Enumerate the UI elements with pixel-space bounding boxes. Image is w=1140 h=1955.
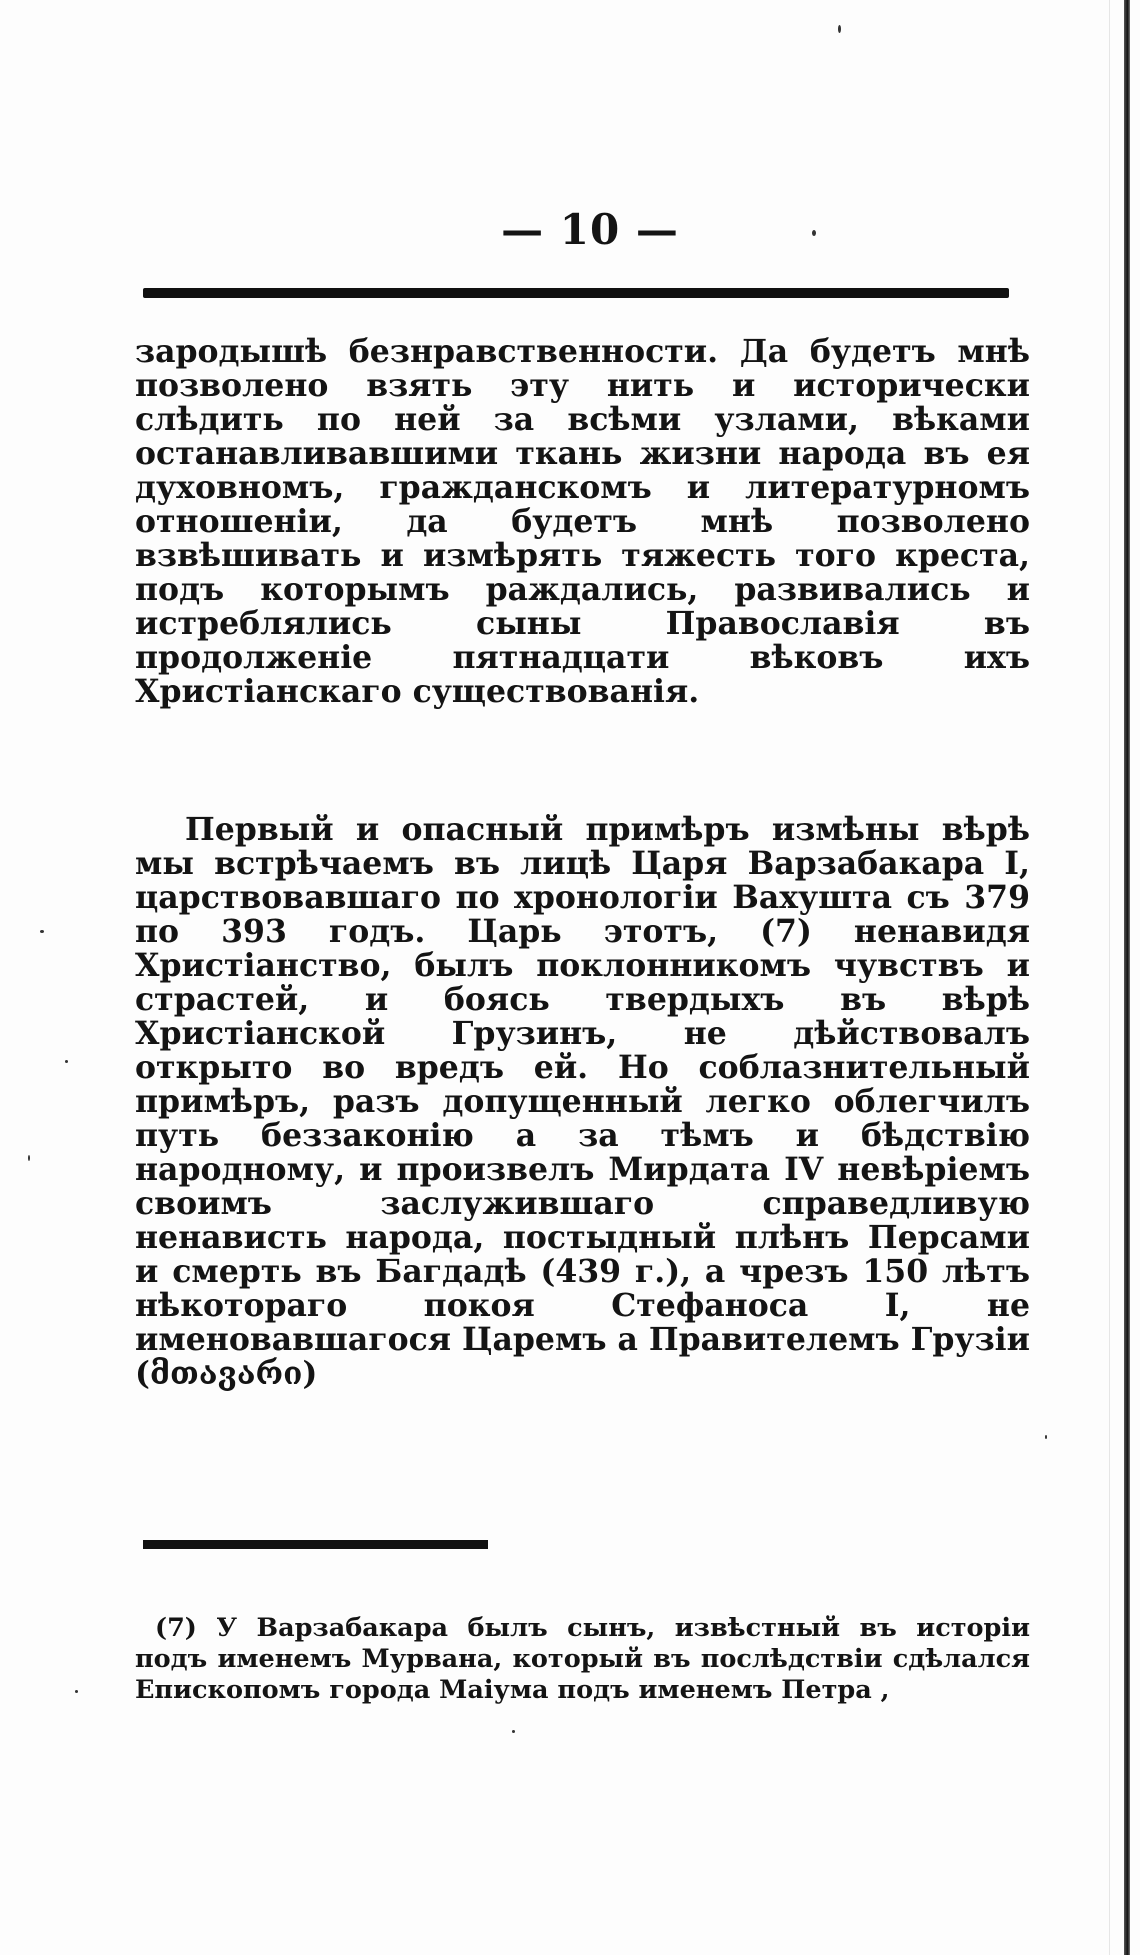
footnote-rule — [143, 1540, 488, 1549]
ink-speck — [65, 1060, 68, 1063]
body-paragraph-1: зародышѣ безнравственности. Да будетъ мнѣ позволено взять эту нить и исторически слѣдить по ней за всѣми узлами, вѣками останавливавшими ткань жизни народа въ ея духовномъ, гражданскомъ и литературномъ отношеніи, да будетъ мнѣ позволено взвѣшивать и измѣрять тяжесть того креста, подъ которымъ раждались, развивались и истреблялись сыны Православія въ продолженіе пятнадцати вѣковъ ихъ Христіанскаго существованія. — [135, 333, 1030, 710]
ink-speck — [75, 1690, 78, 1693]
footnote: (7) У Варзабакара былъ сынъ, извѣстный въ исторіи подъ именемъ Мурвана, который въ послѣдствіи сдѣлался Епископомъ города Маіума подъ именемъ Петра , — [135, 1613, 1030, 1705]
page-number: — 10 — — [501, 205, 679, 254]
ink-speck — [812, 230, 816, 236]
body-paragraph-2: Первый и опасный примѣръ измѣны вѣрѣ мы встрѣчаемъ въ лицѣ Царя Варзабакара I, царствовавшаго по хронологіи Вахушта съ 379 по 393 годъ. Царь этотъ, (7) ненавидя Христіанство, былъ поклонникомъ чувствъ и страстей, и боясь твердыхъ въ вѣрѣ Христіанской Грузинъ, не дѣйствовалъ открыто во вредъ ей. Но соблазнительный примѣръ, разъ допущенный легко облегчилъ путь беззаконію а за тѣмъ и бѣдствію народному, и произвелъ Мирдата IV невѣріемъ своимъ заслужившаго справедливую ненависть народа, постыдный плѣнъ Персами и смерть въ Багдадѣ (439 г.), а чрезъ 150 лѣтъ нѣкотораго покоя Стефаноса I, не именовавшагося Царемъ а Правителемъ Грузіи (მთავარი) — [135, 811, 1030, 1392]
ink-speck — [1045, 1435, 1047, 1439]
page-edge-line — [1109, 0, 1110, 1955]
header-rule — [143, 288, 1009, 298]
page-binding-edge — [1124, 0, 1130, 1955]
ink-speck — [512, 1730, 515, 1733]
ink-speck — [40, 930, 44, 933]
ink-speck — [28, 1155, 30, 1161]
ink-speck — [838, 25, 841, 33]
